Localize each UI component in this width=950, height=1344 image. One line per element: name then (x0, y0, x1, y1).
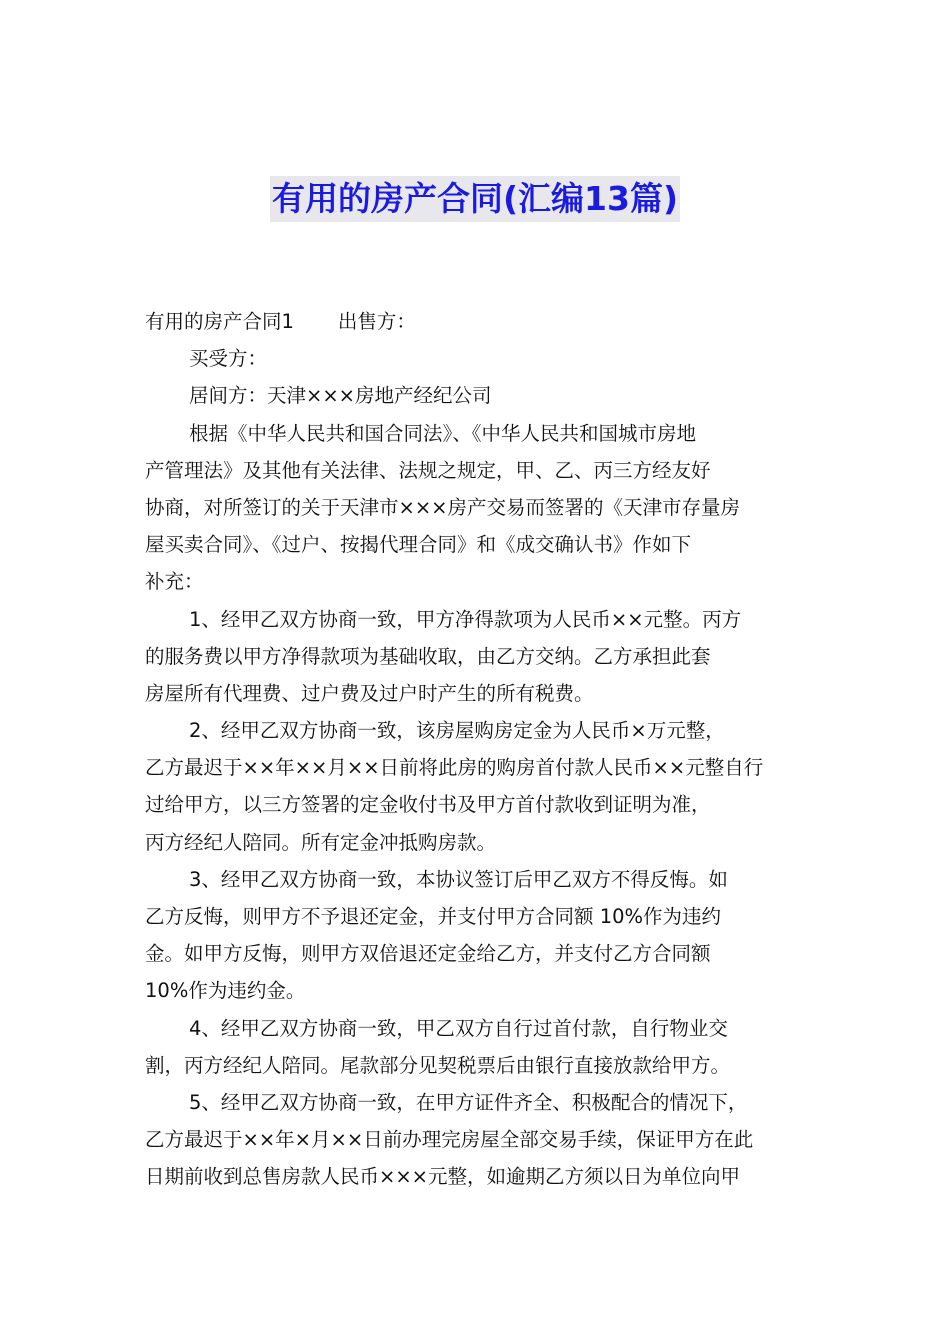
paragraph-line: 补充： (145, 570, 204, 594)
paragraph-line: 居间方：天津×××房地产经纪公司 (189, 384, 492, 408)
paragraph-line: 产管理法》及其他有关法律、法规之规定，甲、乙、丙三方经友好 (145, 458, 711, 482)
paragraph-line: 房屋所有代理费、过户费及过户时产生的所有税费。 (145, 681, 594, 705)
title-container (0, 176, 950, 222)
section-heading: 有用的房产合同1 (145, 310, 294, 333)
paragraph-line: 乙方最迟于××年×月××日前办理完房屋全部交易手续，保证甲方在此 (145, 1128, 754, 1152)
heading-line (145, 303, 811, 340)
paragraph-line: 丙方经纪人陪同。所有定金冲抵购房款。 (145, 830, 497, 854)
paragraph-line: 屋买卖合同》、《过户、按揭代理合同》和《成交确认书》作如下 (145, 533, 692, 557)
paragraph-line: 4、经甲乙双方协商一致，甲乙双方自行过首付款，自行物业交 (189, 1016, 728, 1040)
paragraph-line: 乙方反悔，则甲方不予退还定金，并支付甲方合同额 10%作为违约 (145, 905, 722, 928)
paragraph-line: 根据《中华人民共和国合同法》、《中华人民共和国城市房地 (189, 421, 697, 445)
paragraph-line: 2、经甲乙双方协商一致，该房屋购房定金为人民币×万元整， (189, 719, 725, 743)
paragraph-line: 10%作为违约金。 (145, 979, 306, 1003)
paragraph-line: 割，丙方经纪人陪同。尾款部分见契税票后由银行直接放款给甲方。 (145, 1053, 731, 1077)
paragraph-line: 5、经甲乙双方协商一致，在甲方证件齐全、积极配合的情况下， (189, 1090, 748, 1114)
paragraph-line: 协商，对所签订的关于天津市×××房产交易而签署的《天津市存量房 (145, 495, 741, 519)
paragraph-line: 日期前收到总售房款人民币×××元整，如逾期乙方须以日为单位向甲 (145, 1165, 741, 1189)
paragraph-line: 金。如甲方反悔，则甲方双倍退还定金给乙方，并支付乙方合同额 (145, 942, 711, 966)
paragraph-line: 乙方最迟于××年××月××日前将此房的购房首付款人民币××元整自行 (145, 756, 764, 780)
seller-label: 出售方： (337, 310, 416, 333)
paragraph-line: 的服务费以甲方净得款项为基础收取，由乙方交纳。乙方承担此套 (145, 644, 711, 668)
paragraph-line: 1、经甲乙双方协商一致，甲方净得款项为人民币××元整。丙方 (189, 607, 742, 631)
document-body (145, 303, 811, 1196)
paragraph-line: 过给甲方，以三方签署的定金收付书及甲方首付款收到证明为准， (145, 793, 711, 817)
paragraph-line: 3、经甲乙双方协商一致，本协议签订后甲乙双方不得反悔。如 (189, 867, 728, 891)
document-title: 有用的房产合同(汇编13篇) (270, 176, 680, 222)
paragraph-line: 买受方： (189, 347, 268, 371)
